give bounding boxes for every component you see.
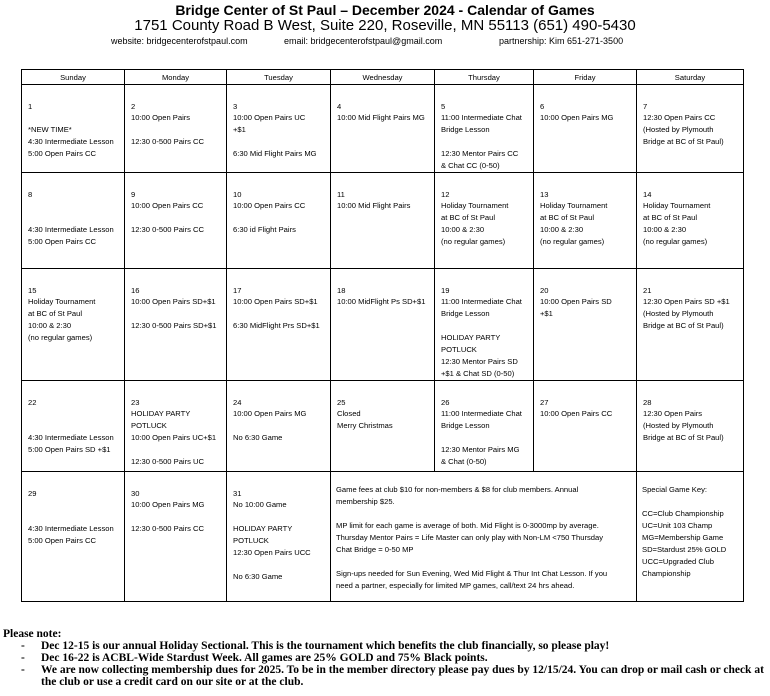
event-line: at BC of St Paul <box>441 213 496 222</box>
day-number: 12 <box>441 190 450 199</box>
event-line: HOLIDAY PARTY <box>441 333 501 342</box>
day-number: 24 <box>233 398 242 407</box>
weekday-header: Saturday <box>637 70 744 85</box>
event-line: 11:00 Intermediate Chat <box>441 297 522 306</box>
event-line: HOLIDAY PARTY <box>233 524 293 533</box>
event-line: No 6:30 Game <box>233 433 283 442</box>
day-number: 20 <box>540 286 549 295</box>
event-line: Special Game Key: <box>642 485 707 494</box>
event-line: 10:00 Open Pairs <box>131 113 191 122</box>
event-line <box>28 420 120 432</box>
day-number: 15 <box>28 286 37 295</box>
event-line: +$1 & Chat SD (0-50) <box>441 369 515 378</box>
event-line: Merry Christmas <box>337 421 393 430</box>
event-line <box>131 212 222 224</box>
event-line: (Hosted by Plymouth <box>643 125 714 134</box>
day-number: 17 <box>233 286 242 295</box>
event-line: +$1 <box>233 125 246 134</box>
day-number: 4 <box>337 102 342 111</box>
weekday-header: Monday <box>125 70 227 85</box>
weekday-header: Thursday <box>435 70 534 85</box>
event-line: 10:00 Mid Flight Pairs MG <box>337 113 425 122</box>
day-cell <box>227 269 331 381</box>
event-line <box>28 212 120 224</box>
day-cell <box>227 85 331 173</box>
day-number: 1 <box>28 102 33 111</box>
event-line: 5:00 Open Pairs CC <box>28 149 96 158</box>
event-line <box>233 420 326 432</box>
day-number: 9 <box>131 190 136 199</box>
event-line: need a partner, especially for limited MP games, call/text 24 hrs ahead. <box>336 581 575 590</box>
event-line: No 6:30 Game <box>233 572 283 581</box>
day-cell <box>637 85 744 173</box>
notes-section <box>3 628 769 688</box>
event-line: 10:00 Open Pairs SD <box>540 297 612 306</box>
note-item: - We are now collecting membership dues for 2025. To be in the member directory please pay dues by 12/15/24. You can drop or mail cash or check at the club or use a credit card on our site or at the club. <box>21 664 764 688</box>
event-line: HOLIDAY PARTY <box>131 409 191 418</box>
event-line: Holiday Tournament <box>643 201 711 210</box>
event-line <box>336 556 632 568</box>
day-cell <box>22 472 125 602</box>
event-line: 4:30 Intermediate Lesson <box>28 225 114 234</box>
event-line: 10:00 Open Pairs CC <box>540 409 613 418</box>
event-line <box>233 212 326 224</box>
event-line: 10:00 Mid Flight Pairs <box>337 201 411 210</box>
day-cell <box>637 381 744 472</box>
event-line: 4:30 Intermediate Lesson <box>28 433 114 442</box>
day-cell <box>331 85 435 173</box>
weekday-header: Friday <box>534 70 637 85</box>
event-line: 10:00 & 2:30 <box>441 225 485 234</box>
event-line: Bridge Lesson <box>441 309 490 318</box>
event-line: *NEW TIME* <box>28 125 72 134</box>
event-line: Bridge at BC of St Paul) <box>643 433 724 442</box>
event-line: Bridge at BC of St Paul) <box>643 137 724 146</box>
event-line: 10:00 MidFlight Ps SD+$1 <box>337 297 426 306</box>
event-line: 12:30 0-500 Pairs CC <box>131 524 205 533</box>
event-line: Thursday Mentor Pairs = Life Master can only play with Non-LM <750 Thursday <box>336 533 604 542</box>
club-address: 1751 County Road B West, Suite 220, Roseville, MN 55113 (651) 490-5430 <box>134 17 636 34</box>
day-cell <box>22 85 125 173</box>
week-row <box>22 269 744 381</box>
day-cell <box>637 269 744 381</box>
week-row <box>22 472 744 602</box>
event-line <box>441 320 529 332</box>
event-line: Game fees at club $10 for non-members & $8 for club members. Annual <box>336 485 579 494</box>
event-line <box>131 308 222 320</box>
day-number: 5 <box>441 102 446 111</box>
day-number: 25 <box>337 398 346 407</box>
weekday-header-row <box>22 70 744 85</box>
event-line: 12:30 0-500 Pairs UC <box>131 457 205 466</box>
day-cell <box>125 173 227 269</box>
day-number: 8 <box>28 190 33 199</box>
weekday-header: Sunday <box>22 70 125 85</box>
week-row <box>22 381 744 472</box>
event-line <box>131 124 222 136</box>
event-line: Holiday Tournament <box>28 297 96 306</box>
event-line: MG=Membership Game <box>642 533 724 542</box>
day-cell <box>534 381 637 472</box>
event-line: 12:30 Open Pairs CC <box>643 113 716 122</box>
day-number: 27 <box>540 398 549 407</box>
day-cell <box>534 85 637 173</box>
event-line: CC=Club Championship <box>642 509 724 518</box>
notes-heading: Please note: <box>3 628 62 640</box>
event-line: & Chat CC (0-50) <box>441 161 500 170</box>
day-cell <box>637 173 744 269</box>
day-cell <box>22 269 125 381</box>
event-line: No 10:00 Game <box>233 500 287 509</box>
event-line: at BC of St Paul <box>643 213 698 222</box>
calendar-grid <box>21 69 744 602</box>
event-line: 12:30 Open Pairs <box>643 409 703 418</box>
event-line: 10:00 & 2:30 <box>540 225 584 234</box>
note-item: - Dec 16-22 is ACBL-Wide Stardust Week. All games are 25% GOLD and 75% Black points. <box>21 652 488 664</box>
event-line: 10:00 Open Pairs UC+$1 <box>131 433 217 442</box>
event-line: POTLUCK <box>131 421 167 430</box>
day-number: 13 <box>540 190 549 199</box>
event-line: 10:00 & 2:30 <box>643 225 687 234</box>
day-number: 10 <box>233 190 242 199</box>
event-line <box>233 559 326 571</box>
event-line <box>441 432 529 444</box>
day-cell <box>534 173 637 269</box>
event-line <box>642 496 739 508</box>
email-text: email: bridgecenterofstpaul@gmail.com <box>284 36 443 46</box>
day-number: 3 <box>233 102 238 111</box>
event-line <box>131 444 222 456</box>
day-cell <box>227 381 331 472</box>
event-line: 12:30 Mentor Pairs SD <box>441 357 518 366</box>
event-line <box>233 136 326 148</box>
day-number: 19 <box>441 286 450 295</box>
event-line: (no regular games) <box>441 237 506 246</box>
day-cell <box>125 381 227 472</box>
event-line <box>28 112 120 124</box>
partnership-text: partnership: Kim 651-271-3500 <box>499 36 624 46</box>
day-cell <box>435 269 534 381</box>
event-line <box>131 511 222 523</box>
event-line: 4:30 Intermediate Lesson <box>28 137 114 146</box>
weekday-header: Tuesday <box>227 70 331 85</box>
day-cell <box>435 381 534 472</box>
event-line <box>28 200 120 212</box>
event-line: membership $25. <box>336 497 395 506</box>
event-line <box>28 408 120 420</box>
day-number: 23 <box>131 398 140 407</box>
event-line: 12:30 0-500 Pairs CC <box>131 137 205 146</box>
event-line: 12:30 Open Pairs UCC <box>233 548 311 557</box>
event-line: 5:00 Open Pairs CC <box>28 536 96 545</box>
event-line: Bridge at BC of St Paul) <box>643 321 724 330</box>
day-number: 26 <box>441 398 450 407</box>
note-item: - Dec 12-15 is our annual Holiday Sectional. This is the tournament which benefits the club financially, so please play! <box>21 640 610 652</box>
event-line: 11:00 Intermediate Chat <box>441 409 522 418</box>
week-row <box>22 85 744 173</box>
event-line: 10:00 & 2:30 <box>28 321 72 330</box>
day-number: 16 <box>131 286 140 295</box>
day-number: 31 <box>233 489 242 498</box>
day-cell <box>125 472 227 602</box>
day-number: 7 <box>643 102 648 111</box>
event-line: at BC of St Paul <box>28 309 83 318</box>
event-line: Chat Bridge = 0-50 MP <box>336 545 414 554</box>
event-line: Bridge Lesson <box>441 421 490 430</box>
day-cell <box>534 269 637 381</box>
event-line: 10:00 Open Pairs MG <box>540 113 614 122</box>
event-line: Closed <box>337 409 361 418</box>
event-line: (no regular games) <box>540 237 605 246</box>
event-line: 12:30 0-500 Pairs SD+$1 <box>131 321 217 330</box>
day-number: 22 <box>28 398 37 407</box>
day-number: 6 <box>540 102 545 111</box>
event-line: Championship <box>642 569 691 578</box>
event-line: 12:30 Open Pairs SD +$1 <box>643 297 730 306</box>
day-number: 18 <box>337 286 346 295</box>
event-line: 10:00 Open Pairs SD+$1 <box>131 297 216 306</box>
event-line: Holiday Tournament <box>441 201 509 210</box>
day-number: 29 <box>28 489 37 498</box>
calendar-title: Bridge Center of St Paul – December 2024 - Calendar of Games <box>175 2 595 18</box>
event-line <box>28 511 120 523</box>
fee-info-cell <box>331 472 637 602</box>
event-line: 10:00 Open Pairs CC <box>131 201 204 210</box>
day-cell <box>227 173 331 269</box>
day-cell <box>227 472 331 602</box>
day-cell <box>435 85 534 173</box>
event-line: & Chat (0-50) <box>441 457 487 466</box>
event-line: 10:00 Open Pairs UC <box>233 113 306 122</box>
event-line: 10:00 Open Pairs MG <box>131 500 205 509</box>
event-line: (no regular games) <box>643 237 708 246</box>
day-cell <box>22 173 125 269</box>
event-line: (Hosted by Plymouth <box>643 421 714 430</box>
day-cell <box>331 269 435 381</box>
event-line: 12:30 Mentor Pairs MG <box>441 445 520 454</box>
event-line: 5:00 Open Pairs SD +$1 <box>28 445 111 454</box>
event-line: UC=Unit 103 Champ <box>642 521 713 530</box>
event-line <box>233 511 326 523</box>
event-line: 11:00 Intermediate Chat <box>441 113 522 122</box>
event-line: MP limit for each game is average of both. Mid Flight is 0-3000mp by average. <box>336 521 599 530</box>
event-line <box>441 136 529 148</box>
game-key-cell <box>637 472 744 602</box>
website-text: website: bridgecenterofstpaul.com <box>111 36 248 46</box>
event-line: 6:30 MidFlight Prs SD+$1 <box>233 321 320 330</box>
day-number: 30 <box>131 489 140 498</box>
day-number: 14 <box>643 190 652 199</box>
event-line: 4:30 Intermediate Lesson <box>28 524 114 533</box>
event-line: (no regular games) <box>28 333 93 342</box>
event-line: 10:00 Open Pairs MG <box>233 409 307 418</box>
event-line: POTLUCK <box>441 345 477 354</box>
event-line <box>336 508 632 520</box>
day-number: 2 <box>131 102 136 111</box>
weekday-header: Wednesday <box>331 70 435 85</box>
event-line: Sign-ups needed for Sun Evening, Wed Mid Flight & Thur Int Chat Lesson. If you <box>336 569 608 578</box>
event-line: POTLUCK <box>233 536 269 545</box>
event-line: 10:00 Open Pairs SD+$1 <box>233 297 318 306</box>
day-number: 28 <box>643 398 652 407</box>
event-line: at BC of St Paul <box>540 213 595 222</box>
day-cell <box>125 269 227 381</box>
event-line: SD=Stardust 25% GOLD <box>642 545 727 554</box>
event-line: 6:30 id Flight Pairs <box>233 225 296 234</box>
event-line: 12:30 Mentor Pairs CC <box>441 149 519 158</box>
event-line: +$1 <box>540 309 553 318</box>
event-line <box>233 308 326 320</box>
event-line: 10:00 Open Pairs CC <box>233 201 306 210</box>
event-line: 12:30 0-500 Pairs CC <box>131 225 205 234</box>
day-cell <box>435 173 534 269</box>
day-cell <box>125 85 227 173</box>
event-line <box>28 499 120 511</box>
event-line: (Hosted by Plymouth <box>643 309 714 318</box>
event-line: Bridge Lesson <box>441 125 490 134</box>
day-number: 11 <box>337 190 345 199</box>
day-cell <box>331 173 435 269</box>
day-cell <box>331 381 435 472</box>
day-cell <box>22 381 125 472</box>
day-number: 21 <box>643 286 652 295</box>
event-line: UCC=Upgraded Club <box>642 557 714 566</box>
event-line: Holiday Tournament <box>540 201 608 210</box>
week-row <box>22 173 744 269</box>
event-line: 6:30 Mid Flight Pairs MG <box>233 149 317 158</box>
event-line: 5:00 Open Pairs CC <box>28 237 96 246</box>
